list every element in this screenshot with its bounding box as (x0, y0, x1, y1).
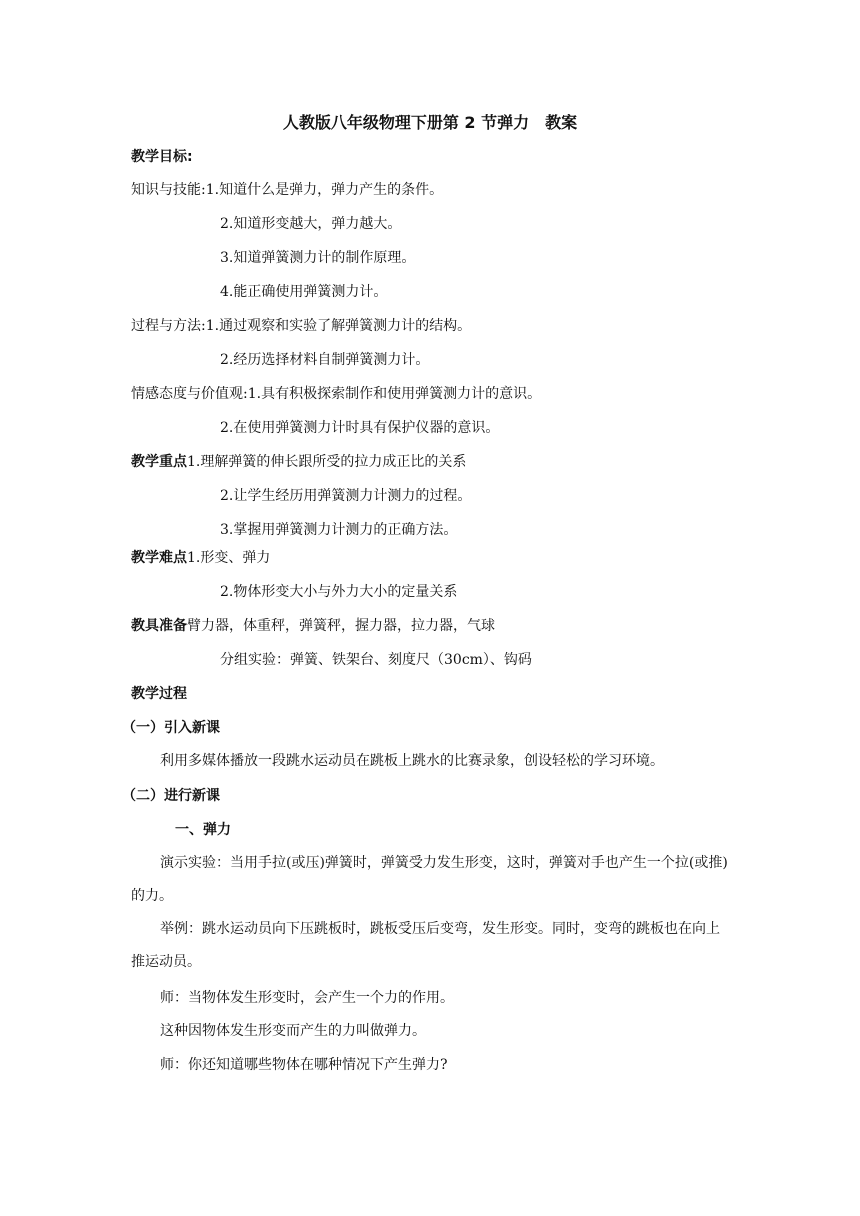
key-points-label: 教学重点 (131, 454, 187, 470)
difficulties-label: 教学难点 (131, 550, 187, 566)
process-heading: 教学过程 (131, 686, 187, 702)
difficulty-item: 1.形变、弹力 (187, 550, 271, 566)
attitude-label: 情感态度与价值观: (131, 386, 248, 402)
process-row (131, 316, 471, 336)
process-item: 1.通过观察和实验了解弹簧测力计的结构。 (205, 318, 472, 334)
section-heading: （二）进行新课 (122, 788, 220, 804)
key-point-item: 1.理解弹簧的伸长跟所受的拉力成正比的关系 (187, 454, 467, 470)
equipment-label: 教具准备 (131, 618, 187, 634)
key-points-row (131, 452, 466, 472)
process-label: 过程与方法: (131, 318, 206, 334)
text-line: 师：你还知道哪些物体在哪种情况下产生弹力? (160, 1057, 448, 1073)
key-point-item: 3.掌握用弹簧测力计测力的正确方法。 (220, 522, 458, 538)
difficulty-item: 2.物体形变大小与外力大小的定量关系 (220, 584, 458, 600)
knowledge-item: 1.知道什么是弹力，弹力产生的条件。 (205, 182, 444, 198)
knowledge-item: 2.知道形变越大，弹力越大。 (220, 216, 402, 232)
difficulties-row (131, 548, 270, 568)
key-point-item: 2.让学生经历用弹簧测力计测力的过程。 (220, 488, 472, 504)
attitude-row (131, 384, 541, 404)
paragraph: 举例：跳水运动员向下压跳板时，跳板受压后变弯，发生形变。同时，变弯的跳板也在向上推运动员。 (131, 921, 720, 970)
section-heading: （一）引入新课 (122, 720, 220, 736)
process-item: 2.经历选择材料自制弹簧测力计。 (220, 352, 430, 368)
knowledge-item: 4.能正确使用弹簧测力计。 (220, 284, 388, 300)
equipment-item: 臂力器，体重秤，弹簧秤，握力器，拉力器，气球 (187, 618, 495, 634)
knowledge-item: 3.知道弹簧测力计的制作原理。 (220, 250, 416, 266)
attitude-item: 2.在使用弹簧测力计时具有保护仪器的意识。 (220, 420, 500, 436)
text-line: 这种因物体发生形变而产生的力叫做弹力。 (160, 1023, 426, 1039)
knowledge-label: 知识与技能: (131, 182, 206, 198)
subsection-heading: 一、弹力 (175, 822, 231, 838)
attitude-item: 1.具有积极探索制作和使用弹簧测力计的意识。 (247, 386, 542, 402)
equipment-row (131, 616, 495, 636)
equipment-item: 分组实验：弹簧、铁架台、刻度尺（30cm）、钩码 (220, 652, 532, 668)
paragraph: 演示实验：当用手拉(或压)弹簧时，弹簧受力发生形变，这时，弹簧对手也产生一个拉(或推)的力。 (131, 855, 728, 904)
objectives-heading: 教学目标: (131, 149, 193, 165)
section-text: 利用多媒体播放一段跳水运动员在跳板上跳水的比赛录象，创设轻松的学习环境。 (160, 753, 664, 769)
document-title: 人教版八年级物理下册第 2 节弹力 教案 (282, 113, 578, 132)
knowledge-row (131, 180, 443, 200)
text-line: 师：当物体发生形变时，会产生一个力的作用。 (160, 990, 454, 1006)
